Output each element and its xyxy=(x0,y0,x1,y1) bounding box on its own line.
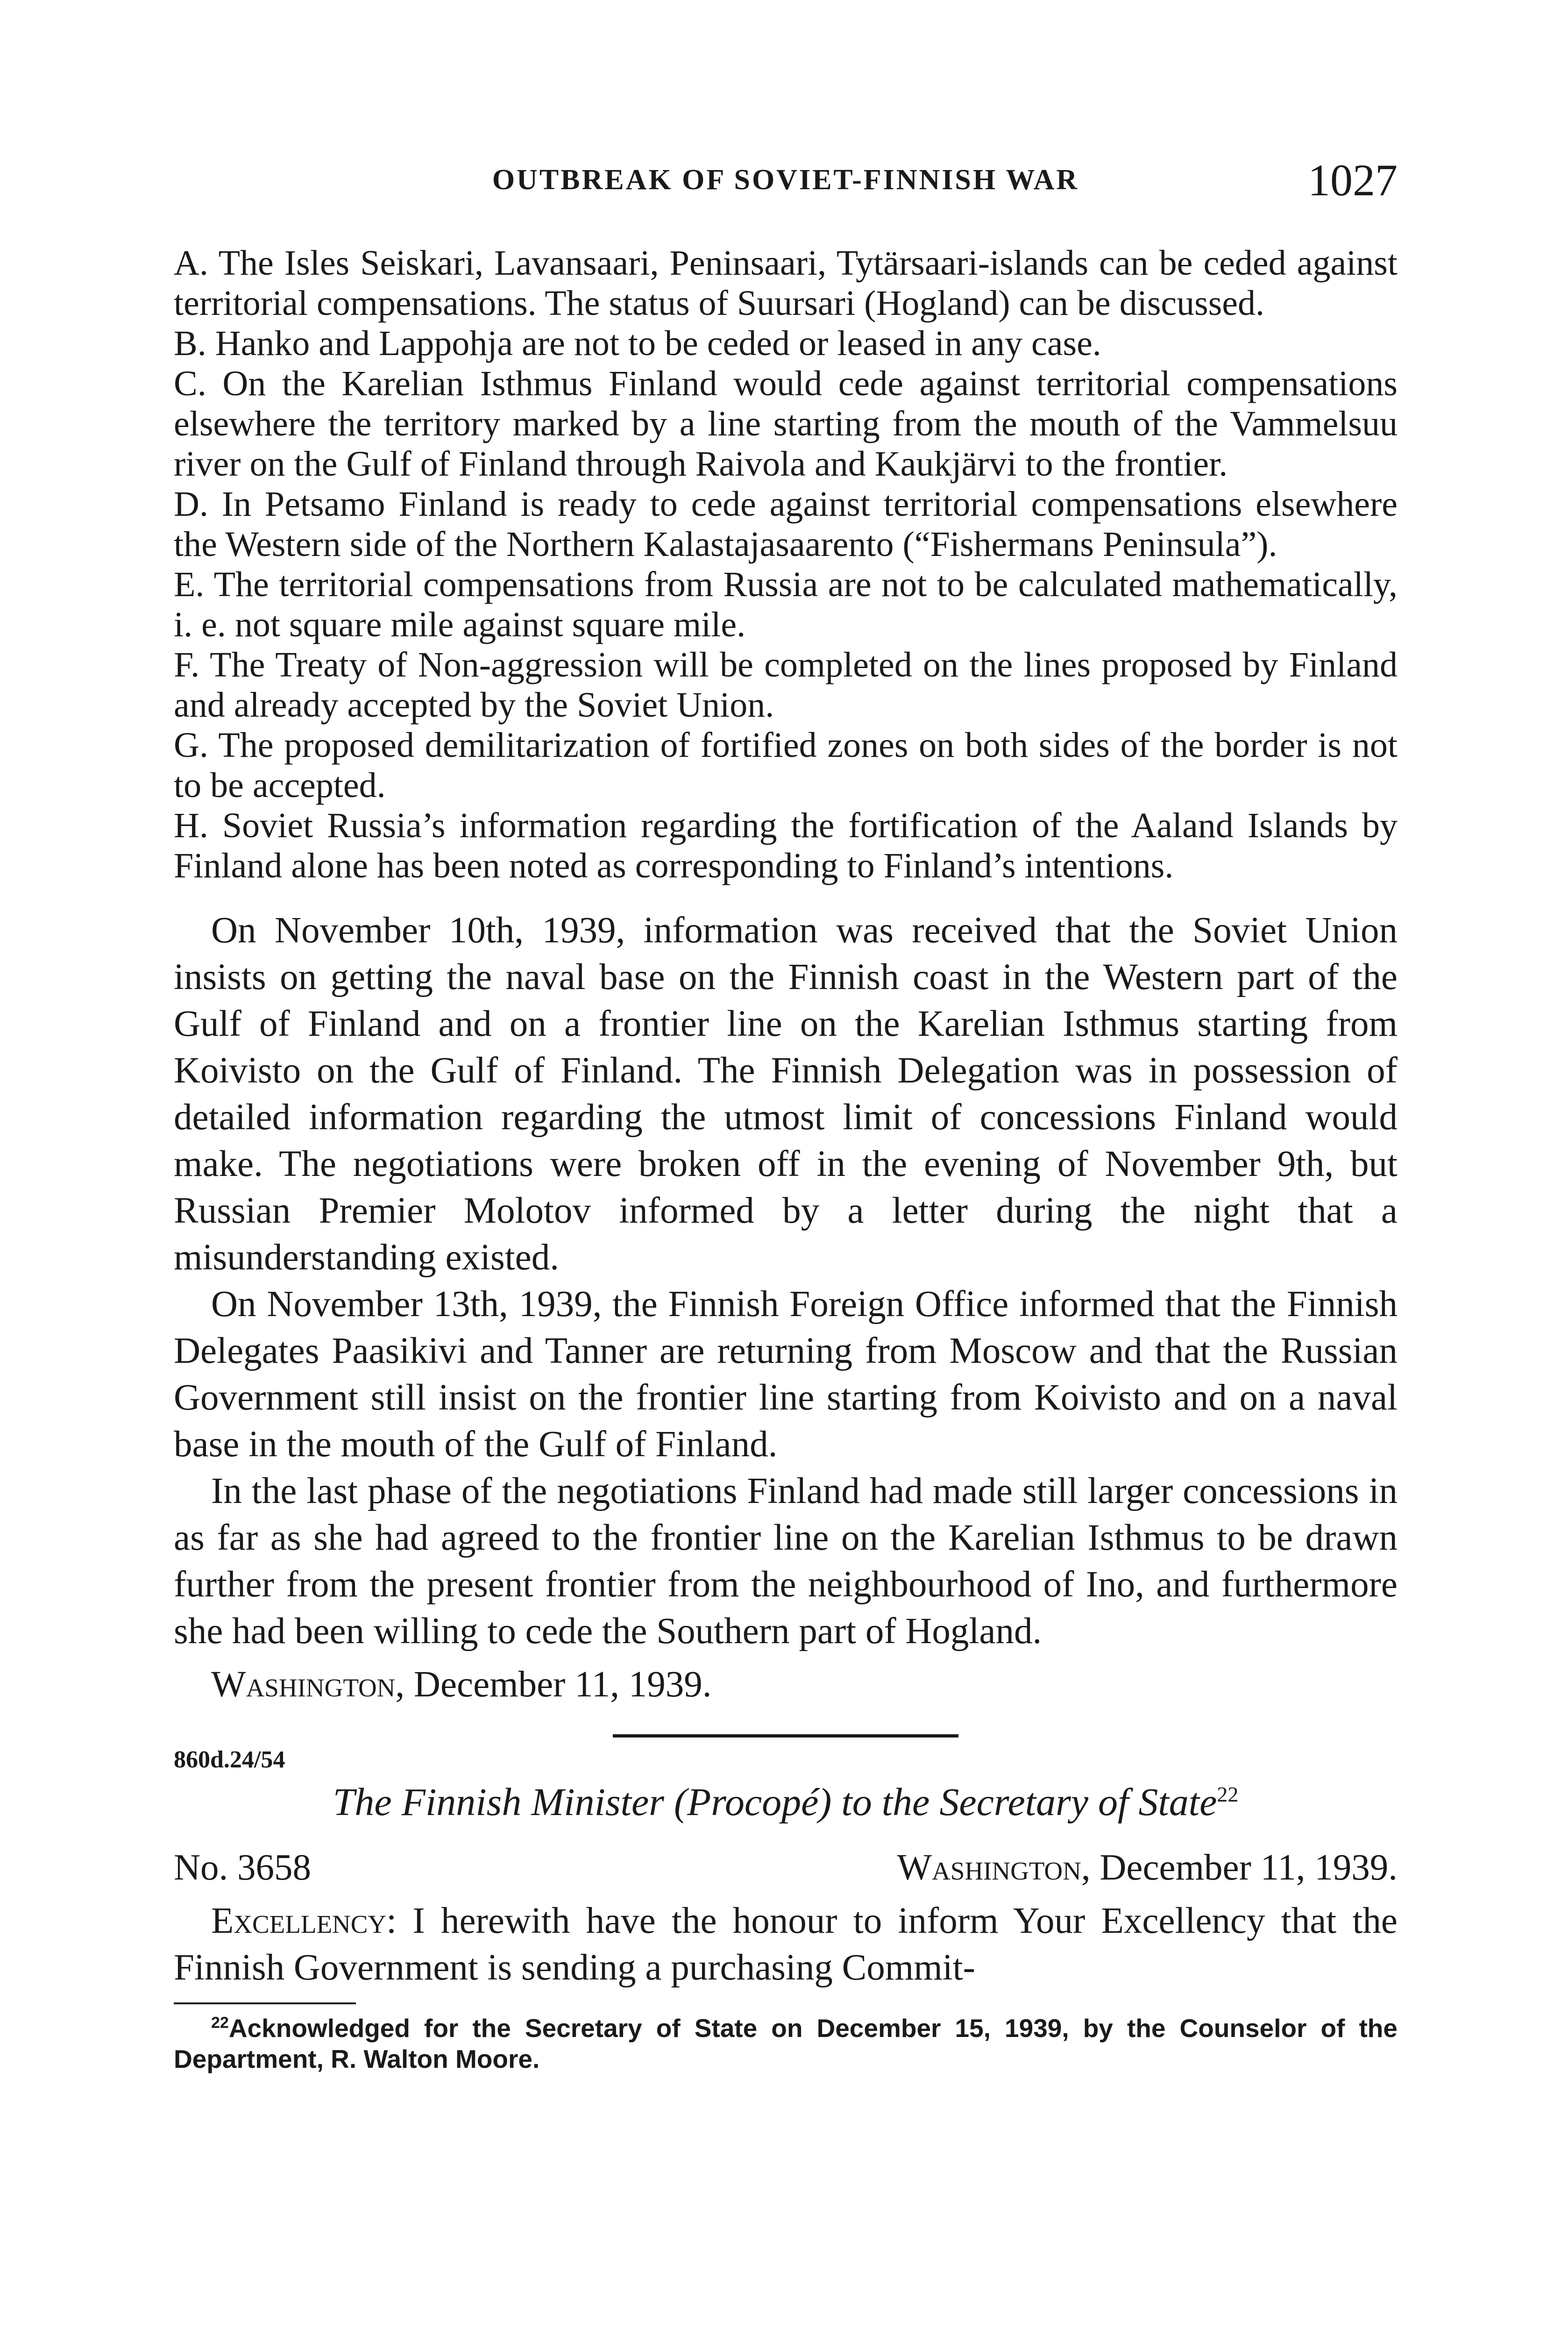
document-number: No. 3658 xyxy=(174,1847,312,1888)
document-title xyxy=(174,1779,1398,1826)
document-separator xyxy=(174,1734,1398,1773)
document-dateline xyxy=(174,1845,1398,1891)
place-date: December 11, 1939. xyxy=(413,1664,712,1705)
place-date-line: Washington, December 11, 1939. xyxy=(211,1664,712,1705)
term-g: G. The proposed demilitarization of fortified zones on both sides of the border is not to be accepted. xyxy=(174,726,1398,805)
footnote-rule xyxy=(174,2002,356,2004)
document-title-text: The Finnish Minister (Procopé) to the Secretary of State xyxy=(333,1780,1217,1824)
term-c: C. On the Karelian Isthmus Finland would cede against territorial compensations elsewhere the territory marked by a line starting from the mouth of the Vammelsuu river on the Gulf of Finland through Raivola and Kaukjärvi to the frontier. xyxy=(174,364,1398,484)
term-a: A. The Isles Seiskari, Lavansaari, Peninsaari, Tytärsaari-islands can be ceded against territorial compensations. The status of Suursari (Hogland) can be discussed. xyxy=(174,243,1398,323)
page-number: 1027 xyxy=(1308,155,1398,205)
footnote xyxy=(174,2013,1398,2074)
title-footnote-marker: 22 xyxy=(1217,1782,1239,1806)
term-h: H. Soviet Russia’s information regarding the fortification of the Aaland Islands by Finland alone has been noted as corresponding to Finland’s intentions. xyxy=(174,806,1398,885)
letter-text: I herewith have the honour to inform Your Excellency that the Finnish Government is sending a purchasing Commit- xyxy=(174,1901,1398,1988)
paragraph-november-10: On November 10th, 1939, information was received that the Soviet Union insists on getting the naval base on the Finnish coast in the Western part of the Gulf of Finland and on a frontier line on the Karelian Isthmus starting from Koivisto on the Gulf of Finland. The Finnish Delegation was in possession of detailed information regarding the utmost limit of concessions Finland would make. The negotiations were broken off in the evening of November 9th, but Russian Premier Molotov informed by a letter during the night that a misunderstanding existed. xyxy=(174,910,1398,1278)
term-d: D. In Petsamo Finland is ready to cede against territorial compensations elsewhere the Western side of the Northern Kalastajasaarento (“Fishermans Peninsula”). xyxy=(174,484,1398,564)
terms-list xyxy=(174,243,1398,886)
salutation: Excellency xyxy=(211,1901,387,1941)
dateline-place-date: Washington, December 11, 1939. xyxy=(897,1847,1398,1888)
term-f: F. The Treaty of Non-aggression will be completed on the lines proposed by Finland and already accepted by the Soviet Union. xyxy=(174,645,1398,725)
term-b: B. Hanko and Lappohja are not to be ceded or leased in any case. xyxy=(174,324,1101,363)
paragraph-november-13: On November 13th, 1939, the Finnish Foreign Office informed that the Finnish Delegates Paasikivi and Tanner are returning from Moscow and that the Russian Government still insist on the frontier line starting from Koivisto and on a naval base in the mouth of the Gulf of Finland. xyxy=(174,1284,1398,1465)
dateline-date: December 11, 1939. xyxy=(1100,1847,1398,1888)
footnote-marker: 22 xyxy=(211,2014,229,2032)
separator-rule xyxy=(613,1734,958,1738)
dateline-place: Washington xyxy=(897,1847,1081,1888)
paragraph-last-phase: In the last phase of the negotiations Finland had made still larger concessions in as far as she had agreed to the frontier line on the Karelian Isthmus to be drawn further from the present frontier from the neighbourhood of Ino, and furthermore she had been willing to cede the Southern part of Hogland. xyxy=(174,1471,1398,1652)
footnote-text: Acknowledged for the Secretary of State on December 15, 1939, by the Counselor of the Department, R. Walton Moore. xyxy=(174,2014,1398,2073)
letter-body: Excellency: I herewith have the honour to inform Your Excellency that the Finnish Government is sending a purchasing Commit- xyxy=(174,1901,1398,1988)
body-paragraphs xyxy=(174,907,1398,1655)
place-name: Washington xyxy=(211,1664,396,1705)
page-header xyxy=(174,154,1398,206)
term-e: E. The territorial compensations from Russia are not to be calculated mathematically, i. e. not square mile against square mile. xyxy=(174,565,1398,644)
page-content xyxy=(174,243,1398,2074)
running-head: OUTBREAK OF SOVIET-FINNISH WAR xyxy=(492,164,1079,196)
file-number: 860d.24/54 xyxy=(174,1746,285,1773)
